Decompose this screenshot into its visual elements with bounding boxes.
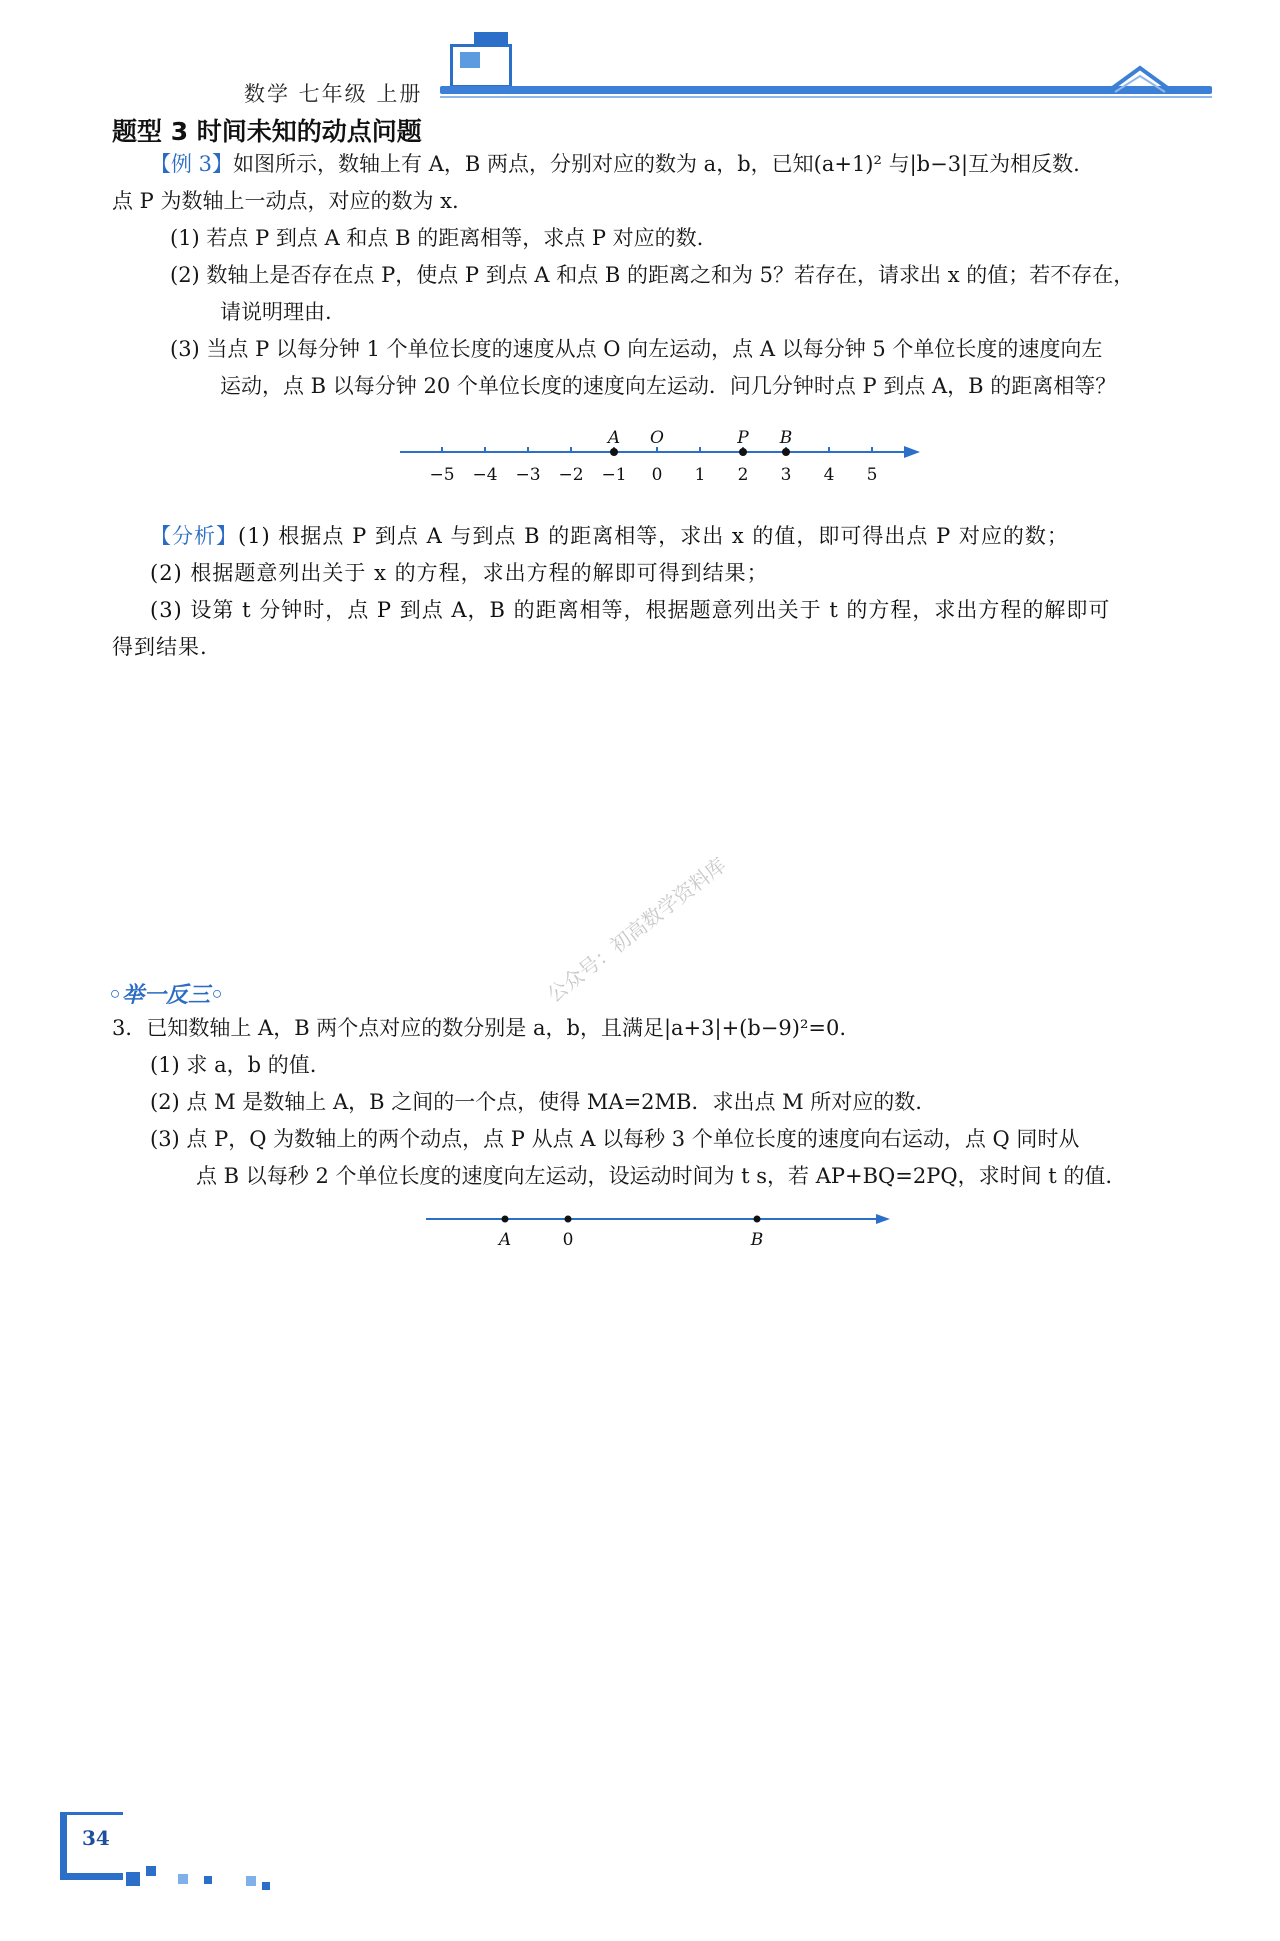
example-intro1: 如图所示，数轴上有 A，B 两点，分别对应的数为 a，b，已知(a+1)² 与|b−3|互为相反数. — [233, 152, 1080, 176]
number-line-1-tick-label: 3 — [780, 465, 792, 485]
footer-square — [246, 1876, 256, 1886]
header-rule — [440, 86, 1212, 94]
practice-s2: (2) 点 M 是数轴上 A，B 之间的一个点，使得 MA=2MB．求出点 M 所对应的数. — [150, 1090, 922, 1114]
number-line-1-point-label: O — [650, 430, 664, 448]
book-title: 数学 七年级 上册 — [244, 82, 423, 106]
practice-s3-line2: 点 B 以每秒 2 个单位长度的速度向左运动，设运动时间为 t s，若 AP+BQ=2PQ，求时间 t 的值. — [196, 1164, 1113, 1188]
footer-square — [262, 1882, 270, 1890]
practice-label: ◦举一反三◦ — [108, 983, 225, 1008]
footer-square — [204, 1876, 212, 1884]
watermark: 公众号：初高数学资料库 — [542, 852, 731, 1008]
number-line-1-point — [782, 448, 790, 456]
example-q2-line1: (2) 数轴上是否存在点 P，使点 P 到点 A 和点 B 的距离之和为 5？若存在，请求出 x 的值；若不存在， — [170, 263, 1135, 287]
example-intro-line2: 点 P 为数轴上一动点，对应的数为 x. — [112, 189, 459, 213]
analysis-line2: (2) 根据题意列出关于 x 的方程，求出方程的解即可得到结果； — [150, 561, 769, 585]
analysis-line3: (3) 设第 t 分钟时，点 P 到点 A，B 的距离相等，根据题意列出关于 t 的方程，求出方程的解即可 — [150, 598, 1111, 622]
footer-square — [146, 1866, 156, 1876]
number-line-1-tick-label: 5 — [866, 465, 878, 485]
example-q3-line1: (3) 当点 P 以每分钟 1 个单位长度的速度从点 O 向左运动，点 A 以每分钟 5 个单位长度的速度向左 — [170, 337, 1103, 361]
practice-question: 3．已知数轴上 A，B 两个点对应的数分别是 a，b，且满足|a+3|+(b−9)²=0. — [112, 1016, 847, 1040]
number-line-1-arrow — [904, 446, 920, 458]
section-title: 题型 3 时间未知的动点问题 — [112, 117, 422, 146]
number-line-1-point — [739, 448, 747, 456]
header-logo-small — [460, 52, 480, 68]
number-line-1-tick-label: 1 — [694, 465, 706, 485]
number-line-1-tick-label: 2 — [737, 465, 749, 485]
number-line-1-point-label: P — [737, 430, 749, 448]
example-q3-line2: 运动，点 B 以每分钟 20 个单位长度的速度向左运动．问几分钟时点 P 到点 A，B 的距离相等？ — [220, 374, 1117, 398]
number-line-1-point — [610, 448, 618, 456]
number-line-2-point — [502, 1216, 509, 1223]
roof-decoration — [1105, 62, 1175, 96]
number-line-1-tick-label: −1 — [601, 465, 627, 485]
number-line-1-point-label: B — [779, 430, 793, 448]
practice-s1: (1) 求 a，b 的值. — [150, 1053, 317, 1077]
number-line-2-point-label: A — [498, 1230, 512, 1250]
practice-s3-line1: (3) 点 P，Q 为数轴上的两个动点，点 P 从点 A 以每秒 3 个单位长度的速度向右运动，点 Q 同时从 — [150, 1127, 1080, 1151]
analysis-line1 — [150, 518, 1069, 555]
analysis-l1: (1) 根据点 P 到点 A 与到点 B 的距离相等，求出 x 的值，即可得出点 P 对应的数； — [238, 524, 1069, 548]
example-q2-line2: 请说明理由. — [220, 300, 332, 324]
number-line-1-tick-label: −4 — [472, 465, 498, 485]
number-line-1-tick-label: −2 — [558, 465, 584, 485]
number-line-2-point-label: 0 — [562, 1230, 574, 1250]
example-intro-line1 — [150, 146, 1080, 183]
number-line-2-arrow — [876, 1214, 890, 1224]
number-line-2-point-label: B — [750, 1230, 764, 1250]
number-line-2-point — [565, 1216, 572, 1223]
number-line-1-tick-label: −5 — [429, 465, 455, 485]
footer-square — [178, 1874, 188, 1884]
number-line-1-tick-label: 0 — [651, 465, 663, 485]
number-line-2 — [420, 1205, 900, 1265]
example-label: 【例 3】 — [150, 152, 234, 176]
number-line-1-point-label: A — [607, 430, 621, 448]
example-q1: (1) 若点 P 到点 A 和点 B 的距离相等，求点 P 对应的数. — [170, 226, 704, 250]
analysis-label: 【分析】 — [150, 524, 238, 548]
number-line-1 — [390, 430, 930, 500]
header-rule-thin — [440, 96, 1212, 98]
number-line-1-tick-label: −3 — [515, 465, 541, 485]
page-number: 34 — [82, 1826, 110, 1850]
footer-square — [126, 1872, 140, 1886]
analysis-line4: 得到结果. — [112, 635, 208, 659]
number-line-2-point — [754, 1216, 761, 1223]
number-line-1-tick-label: 4 — [823, 465, 835, 485]
